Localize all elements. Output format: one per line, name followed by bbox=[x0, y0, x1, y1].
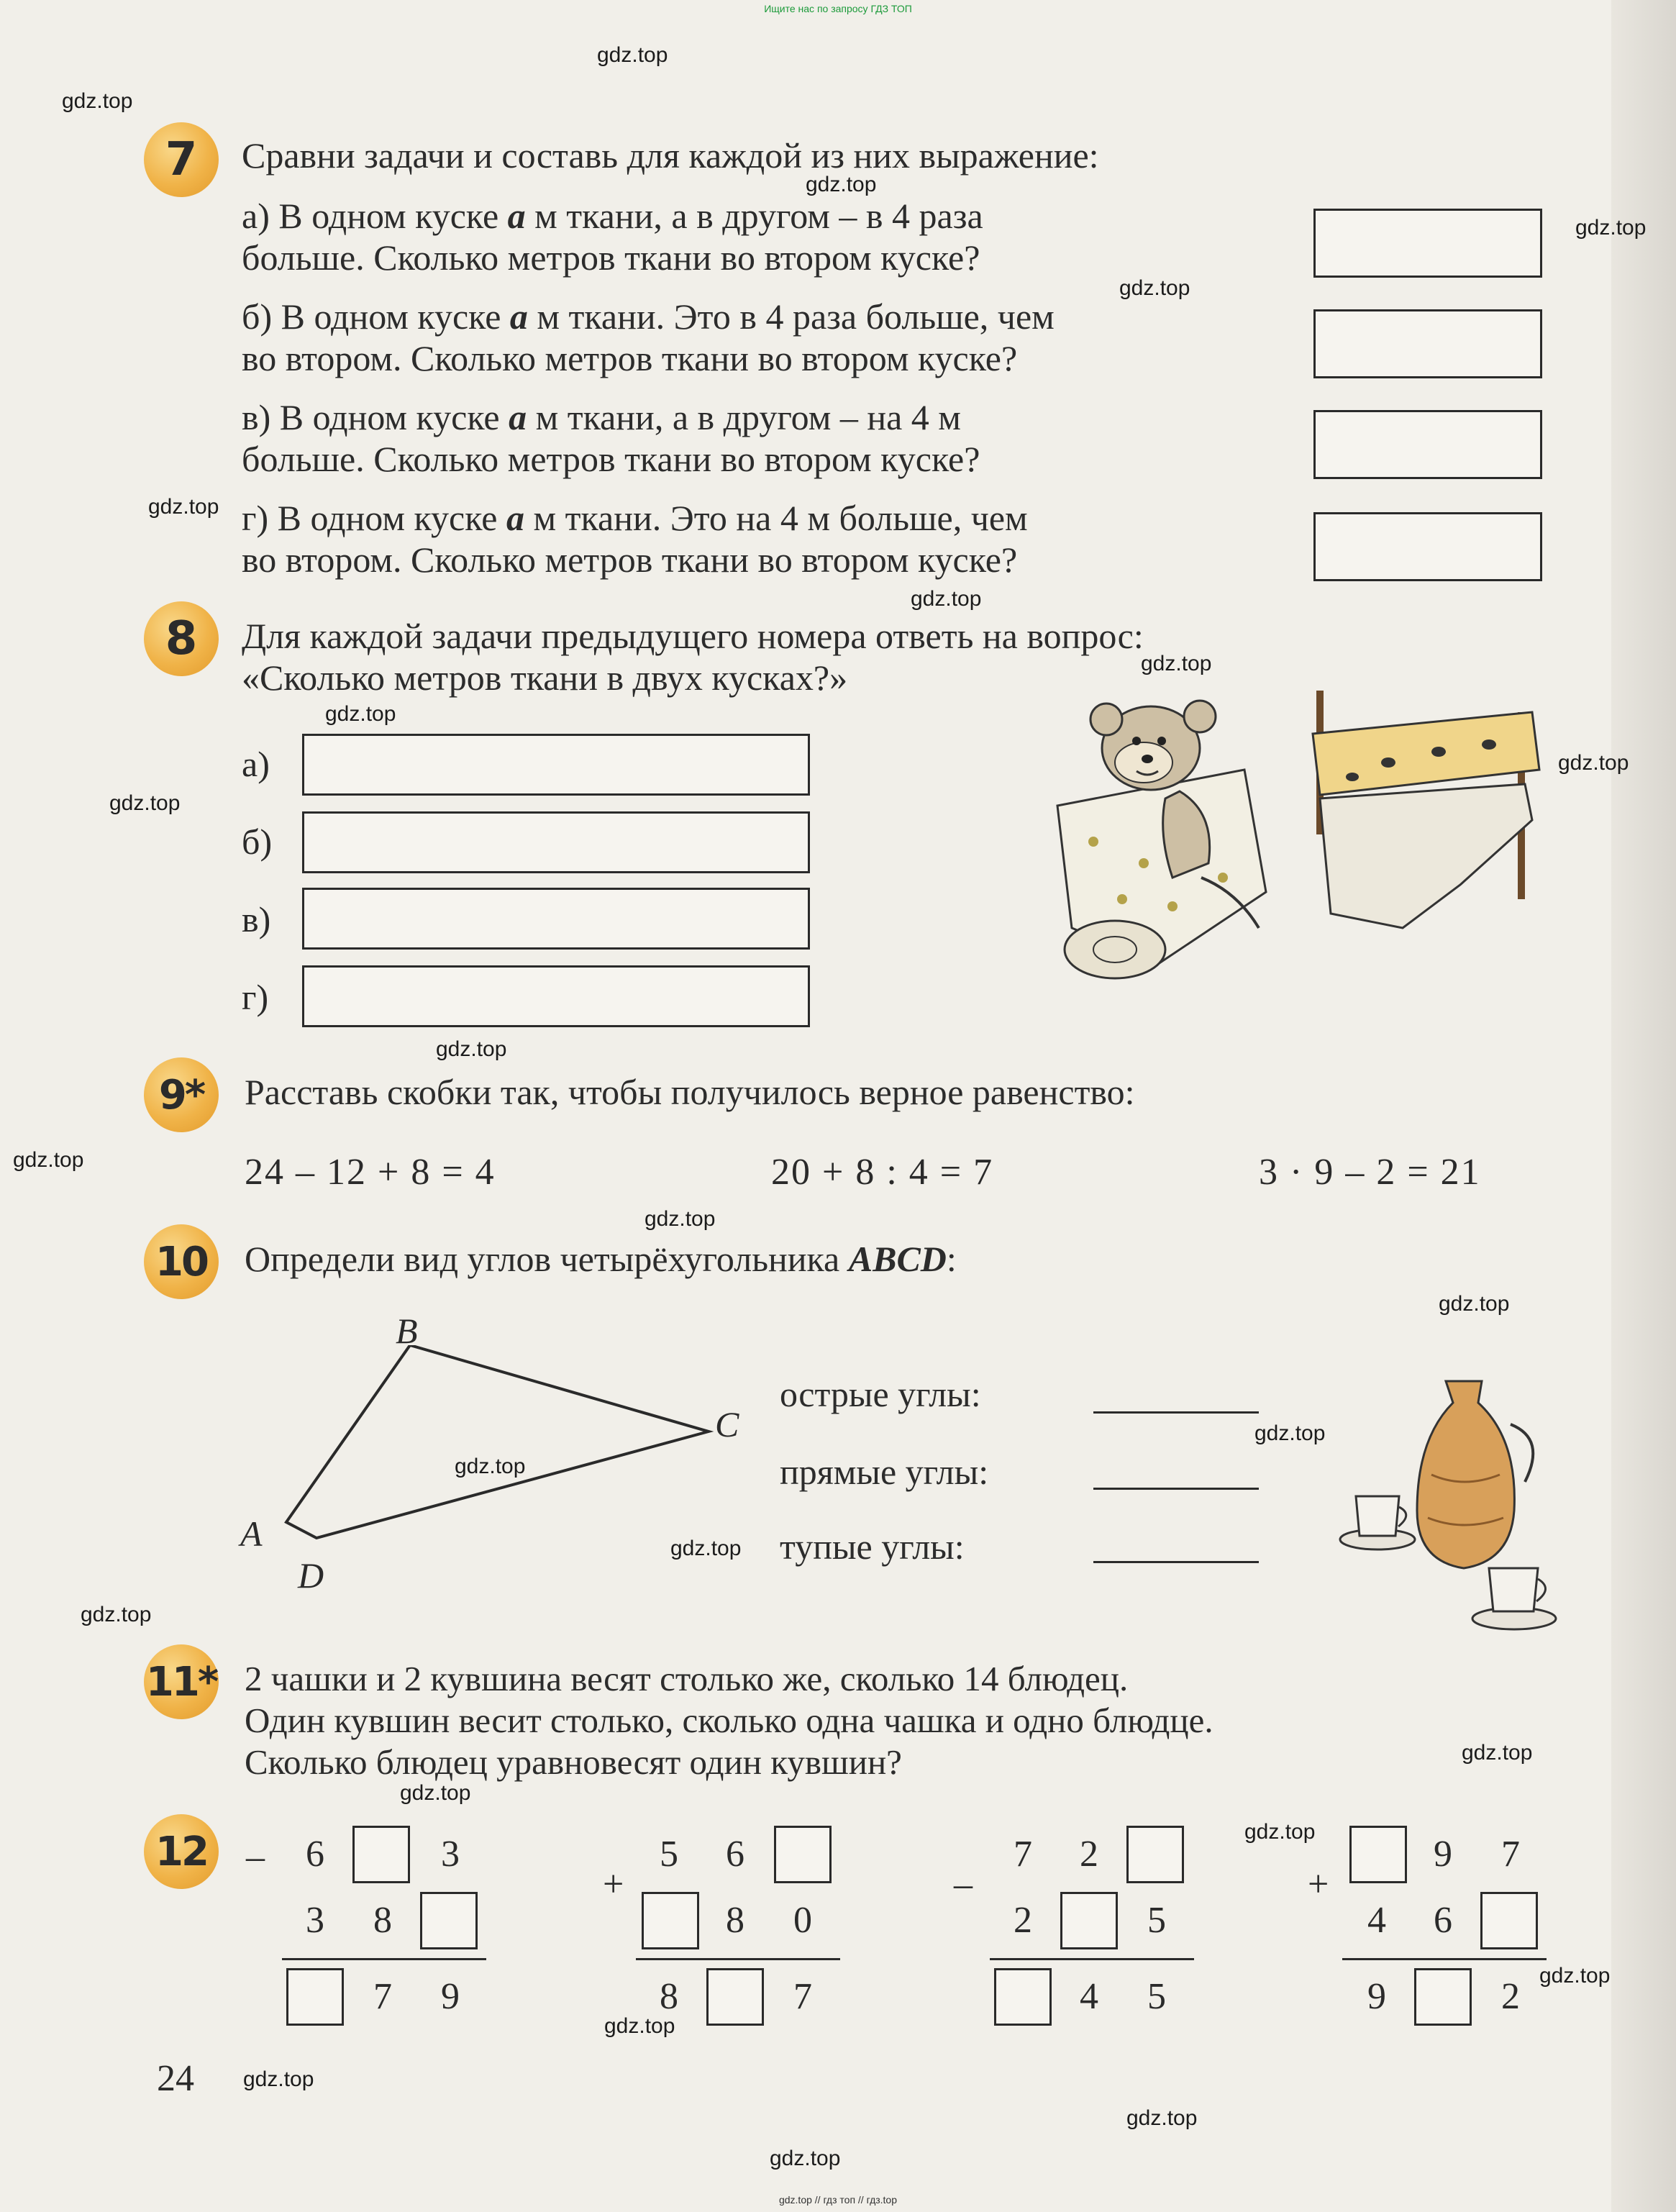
acute-angles-label: острые углы: bbox=[780, 1374, 981, 1414]
task-8c-label: в) bbox=[242, 899, 271, 939]
text: м ткани. Это в 4 раза больше, чем bbox=[527, 296, 1055, 337]
watermark: gdz.top bbox=[597, 43, 668, 67]
digit: 8 bbox=[373, 1900, 392, 1941]
digit-box[interactable] bbox=[1414, 1968, 1472, 2026]
quadrilateral-abcd bbox=[273, 1345, 734, 1561]
task-8a-answer-box[interactable] bbox=[302, 734, 810, 796]
variable-a: a bbox=[509, 397, 527, 437]
task-8a-label: а) bbox=[242, 744, 270, 784]
watermark: gdz.top bbox=[670, 1537, 742, 1560]
digit: 6 bbox=[306, 1834, 324, 1875]
digit-box[interactable] bbox=[286, 1968, 344, 2026]
task-7-badge bbox=[144, 122, 219, 197]
text: м ткани. Это на 4 м больше, чем bbox=[524, 498, 1028, 538]
watermark: gdz.top bbox=[455, 1455, 526, 1478]
text: б) В одном куске bbox=[242, 296, 510, 337]
footer-note: gdz.top // гдз топ // гдз.top bbox=[778, 2194, 898, 2206]
task-7-number: 7 bbox=[165, 133, 198, 186]
digit-box[interactable] bbox=[774, 1826, 832, 1883]
digit: 3 bbox=[441, 1834, 460, 1875]
task-10-badge bbox=[144, 1224, 219, 1299]
watermark: gdz.top bbox=[1244, 1820, 1316, 1844]
watermark: gdz.top bbox=[645, 1207, 716, 1231]
task-7d-line1 bbox=[242, 498, 1028, 538]
task-7-intro: Сравни задачи и составь для каждой из них выражение: bbox=[242, 135, 1099, 176]
digit: 7 bbox=[1501, 1834, 1520, 1875]
vertex-c: C bbox=[715, 1404, 739, 1444]
digit: 4 bbox=[1080, 1976, 1098, 2017]
watermark: gdz.top bbox=[109, 791, 181, 815]
jug-cups-illustration bbox=[1338, 1374, 1575, 1647]
task-7a-line2: больше. Сколько метров ткани во втором куске? bbox=[242, 237, 980, 278]
sum-line bbox=[1342, 1958, 1547, 1960]
task-7d-line2: во втором. Сколько метров ткани во втором куске? bbox=[242, 540, 1018, 580]
watermark: gdz.top bbox=[1141, 652, 1212, 675]
right-angles-label: прямые углы: bbox=[780, 1452, 989, 1492]
digit-box[interactable] bbox=[642, 1892, 699, 1949]
vertex-d: D bbox=[298, 1555, 324, 1596]
digit: 5 bbox=[1147, 1976, 1166, 2017]
digit: 9 bbox=[441, 1976, 460, 2017]
acute-angles-blank[interactable] bbox=[1093, 1411, 1259, 1414]
watermark: gdz.top bbox=[13, 1148, 84, 1172]
task-7b-answer-box[interactable] bbox=[1313, 309, 1542, 378]
task-7a-line1 bbox=[242, 196, 983, 236]
variable-a: a bbox=[507, 196, 526, 236]
variable-a: a bbox=[509, 296, 528, 337]
right-angles-blank[interactable] bbox=[1093, 1488, 1259, 1490]
task-7b-line1 bbox=[242, 296, 1055, 337]
text: в) В одном куске bbox=[242, 397, 509, 437]
shape-name: ABCD bbox=[848, 1239, 947, 1279]
sum-line bbox=[282, 1958, 486, 1960]
task-8d-answer-box[interactable] bbox=[302, 965, 810, 1027]
watermark: gdz.top bbox=[1254, 1421, 1326, 1445]
task-9-equation-2: 20 + 8 : 4 = 7 bbox=[771, 1152, 994, 1193]
task-8b-answer-box[interactable] bbox=[302, 811, 810, 873]
watermark: gdz.top bbox=[436, 1037, 507, 1061]
watermark: gdz.top bbox=[1558, 751, 1629, 775]
task-8-number: 8 bbox=[165, 612, 198, 665]
digit: 2 bbox=[1080, 1834, 1098, 1875]
task-8d-label: г) bbox=[242, 977, 269, 1017]
watermark: gdz.top bbox=[325, 702, 396, 726]
text: м ткани, а в другом – на 4 м bbox=[527, 397, 961, 437]
text: Определи вид углов четырёхугольника bbox=[245, 1239, 849, 1279]
digit: 7 bbox=[793, 1976, 812, 2017]
task-8-badge bbox=[144, 601, 219, 676]
header-note: Ищите нас по запросу ГДЗ ТОП bbox=[764, 3, 912, 14]
digit: 9 bbox=[1367, 1976, 1386, 2017]
variable-a: a bbox=[506, 498, 524, 538]
digit: 0 bbox=[793, 1900, 812, 1941]
page-number: 24 bbox=[157, 2058, 194, 2099]
digit-box[interactable] bbox=[994, 1968, 1052, 2026]
watermark: gdz.top bbox=[81, 1603, 152, 1626]
quadrilateral-outline bbox=[286, 1345, 709, 1538]
watermark: gdz.top bbox=[1575, 216, 1647, 240]
vertex-b: B bbox=[396, 1311, 418, 1351]
watermark: gdz.top bbox=[770, 2147, 841, 2170]
task-9-text: Расставь скобки так, чтобы получилось верное равенство: bbox=[245, 1072, 1135, 1112]
digit-box[interactable] bbox=[1060, 1892, 1118, 1949]
task-12-number: 12 bbox=[155, 1828, 207, 1875]
digit-box[interactable] bbox=[1126, 1826, 1184, 1883]
watermark: gdz.top bbox=[148, 495, 219, 519]
task-7c-line1 bbox=[242, 397, 961, 437]
task-10-text bbox=[245, 1239, 957, 1279]
digit: 8 bbox=[726, 1900, 744, 1941]
plus-sign: + bbox=[603, 1864, 624, 1905]
digit: 8 bbox=[660, 1976, 678, 2017]
task-9-equation-1: 24 – 12 + 8 = 4 bbox=[245, 1152, 496, 1193]
task-9-equation-3: 3 · 9 – 2 = 21 bbox=[1259, 1152, 1481, 1193]
minus-sign: – bbox=[246, 1836, 265, 1878]
task-11-line3: Сколько блюдец уравновесят один кувшин? bbox=[245, 1742, 902, 1782]
task-11-badge bbox=[144, 1644, 219, 1719]
task-8-line1: Для каждой задачи предыдущего номера ответь на вопрос: bbox=[242, 616, 1144, 656]
page-edge-shadow bbox=[1611, 0, 1676, 2212]
watermark: gdz.top bbox=[1462, 1741, 1533, 1765]
task-7c-line2: больше. Сколько метров ткани во втором куске? bbox=[242, 439, 980, 479]
watermark: gdz.top bbox=[1539, 1964, 1611, 1988]
digit-box[interactable] bbox=[420, 1892, 478, 1949]
digit: 5 bbox=[660, 1834, 678, 1875]
digit-box[interactable] bbox=[706, 1968, 764, 2026]
watermark: gdz.top bbox=[400, 1781, 471, 1805]
obtuse-angles-label: тупые углы: bbox=[780, 1526, 965, 1567]
text: м ткани, а в другом – в 4 раза bbox=[525, 196, 983, 236]
task-10-number: 10 bbox=[155, 1238, 207, 1285]
task-7b-line2: во втором. Сколько метров ткани во втором куске? bbox=[242, 338, 1018, 378]
watermark: gdz.top bbox=[1439, 1292, 1510, 1316]
text: а) В одном куске bbox=[242, 196, 508, 236]
digit-box[interactable] bbox=[352, 1826, 410, 1883]
minus-sign: – bbox=[954, 1864, 973, 1905]
task-9-badge bbox=[144, 1057, 219, 1132]
watermark: gdz.top bbox=[1126, 2106, 1198, 2130]
text: г) В одном куске bbox=[242, 498, 506, 538]
task-11-line2: Один кувшин весит столько, сколько одна чашка и одно блюдце. bbox=[245, 1701, 1213, 1740]
watermark: gdz.top bbox=[604, 2014, 675, 2038]
digit-box[interactable] bbox=[1480, 1892, 1538, 1949]
monkey-with-fabric-illustration bbox=[1029, 691, 1547, 1007]
digit: 2 bbox=[1014, 1900, 1032, 1941]
digit: 2 bbox=[1501, 1976, 1520, 2017]
digit: 6 bbox=[726, 1834, 744, 1875]
task-12-badge bbox=[144, 1814, 219, 1889]
task-11-line1: 2 чашки и 2 кувшина весят столько же, сколько 14 блюдец. bbox=[245, 1659, 1129, 1698]
task-7a-answer-box[interactable] bbox=[1313, 209, 1542, 278]
digit: 7 bbox=[1014, 1834, 1032, 1875]
digit: 7 bbox=[373, 1976, 392, 2017]
plus-sign: + bbox=[1308, 1864, 1329, 1905]
watermark: gdz.top bbox=[1119, 276, 1190, 300]
watermark: gdz.top bbox=[806, 173, 877, 196]
task-7d-answer-box[interactable] bbox=[1313, 512, 1542, 581]
digit-box[interactable] bbox=[1349, 1826, 1407, 1883]
task-7c-answer-box[interactable] bbox=[1313, 410, 1542, 479]
digit: 4 bbox=[1367, 1900, 1386, 1941]
sum-line bbox=[636, 1958, 840, 1960]
text: : bbox=[946, 1239, 957, 1279]
task-8c-answer-box[interactable] bbox=[302, 888, 810, 950]
task-8-line2: «Сколько метров ткани в двух кусках?» bbox=[242, 657, 848, 698]
task-9-number: 9* bbox=[158, 1071, 204, 1119]
vertex-a: A bbox=[240, 1514, 263, 1554]
watermark: gdz.top bbox=[243, 2067, 314, 2091]
task-11-number: 11* bbox=[145, 1658, 217, 1706]
watermark: gdz.top bbox=[62, 89, 133, 113]
digit: 9 bbox=[1434, 1834, 1452, 1875]
digit: 5 bbox=[1147, 1900, 1166, 1941]
sum-line bbox=[990, 1958, 1194, 1960]
digit: 6 bbox=[1434, 1900, 1452, 1941]
watermark: gdz.top bbox=[911, 587, 982, 611]
digit: 3 bbox=[306, 1900, 324, 1941]
task-8b-label: б) bbox=[242, 821, 273, 862]
obtuse-angles-blank[interactable] bbox=[1093, 1561, 1259, 1563]
